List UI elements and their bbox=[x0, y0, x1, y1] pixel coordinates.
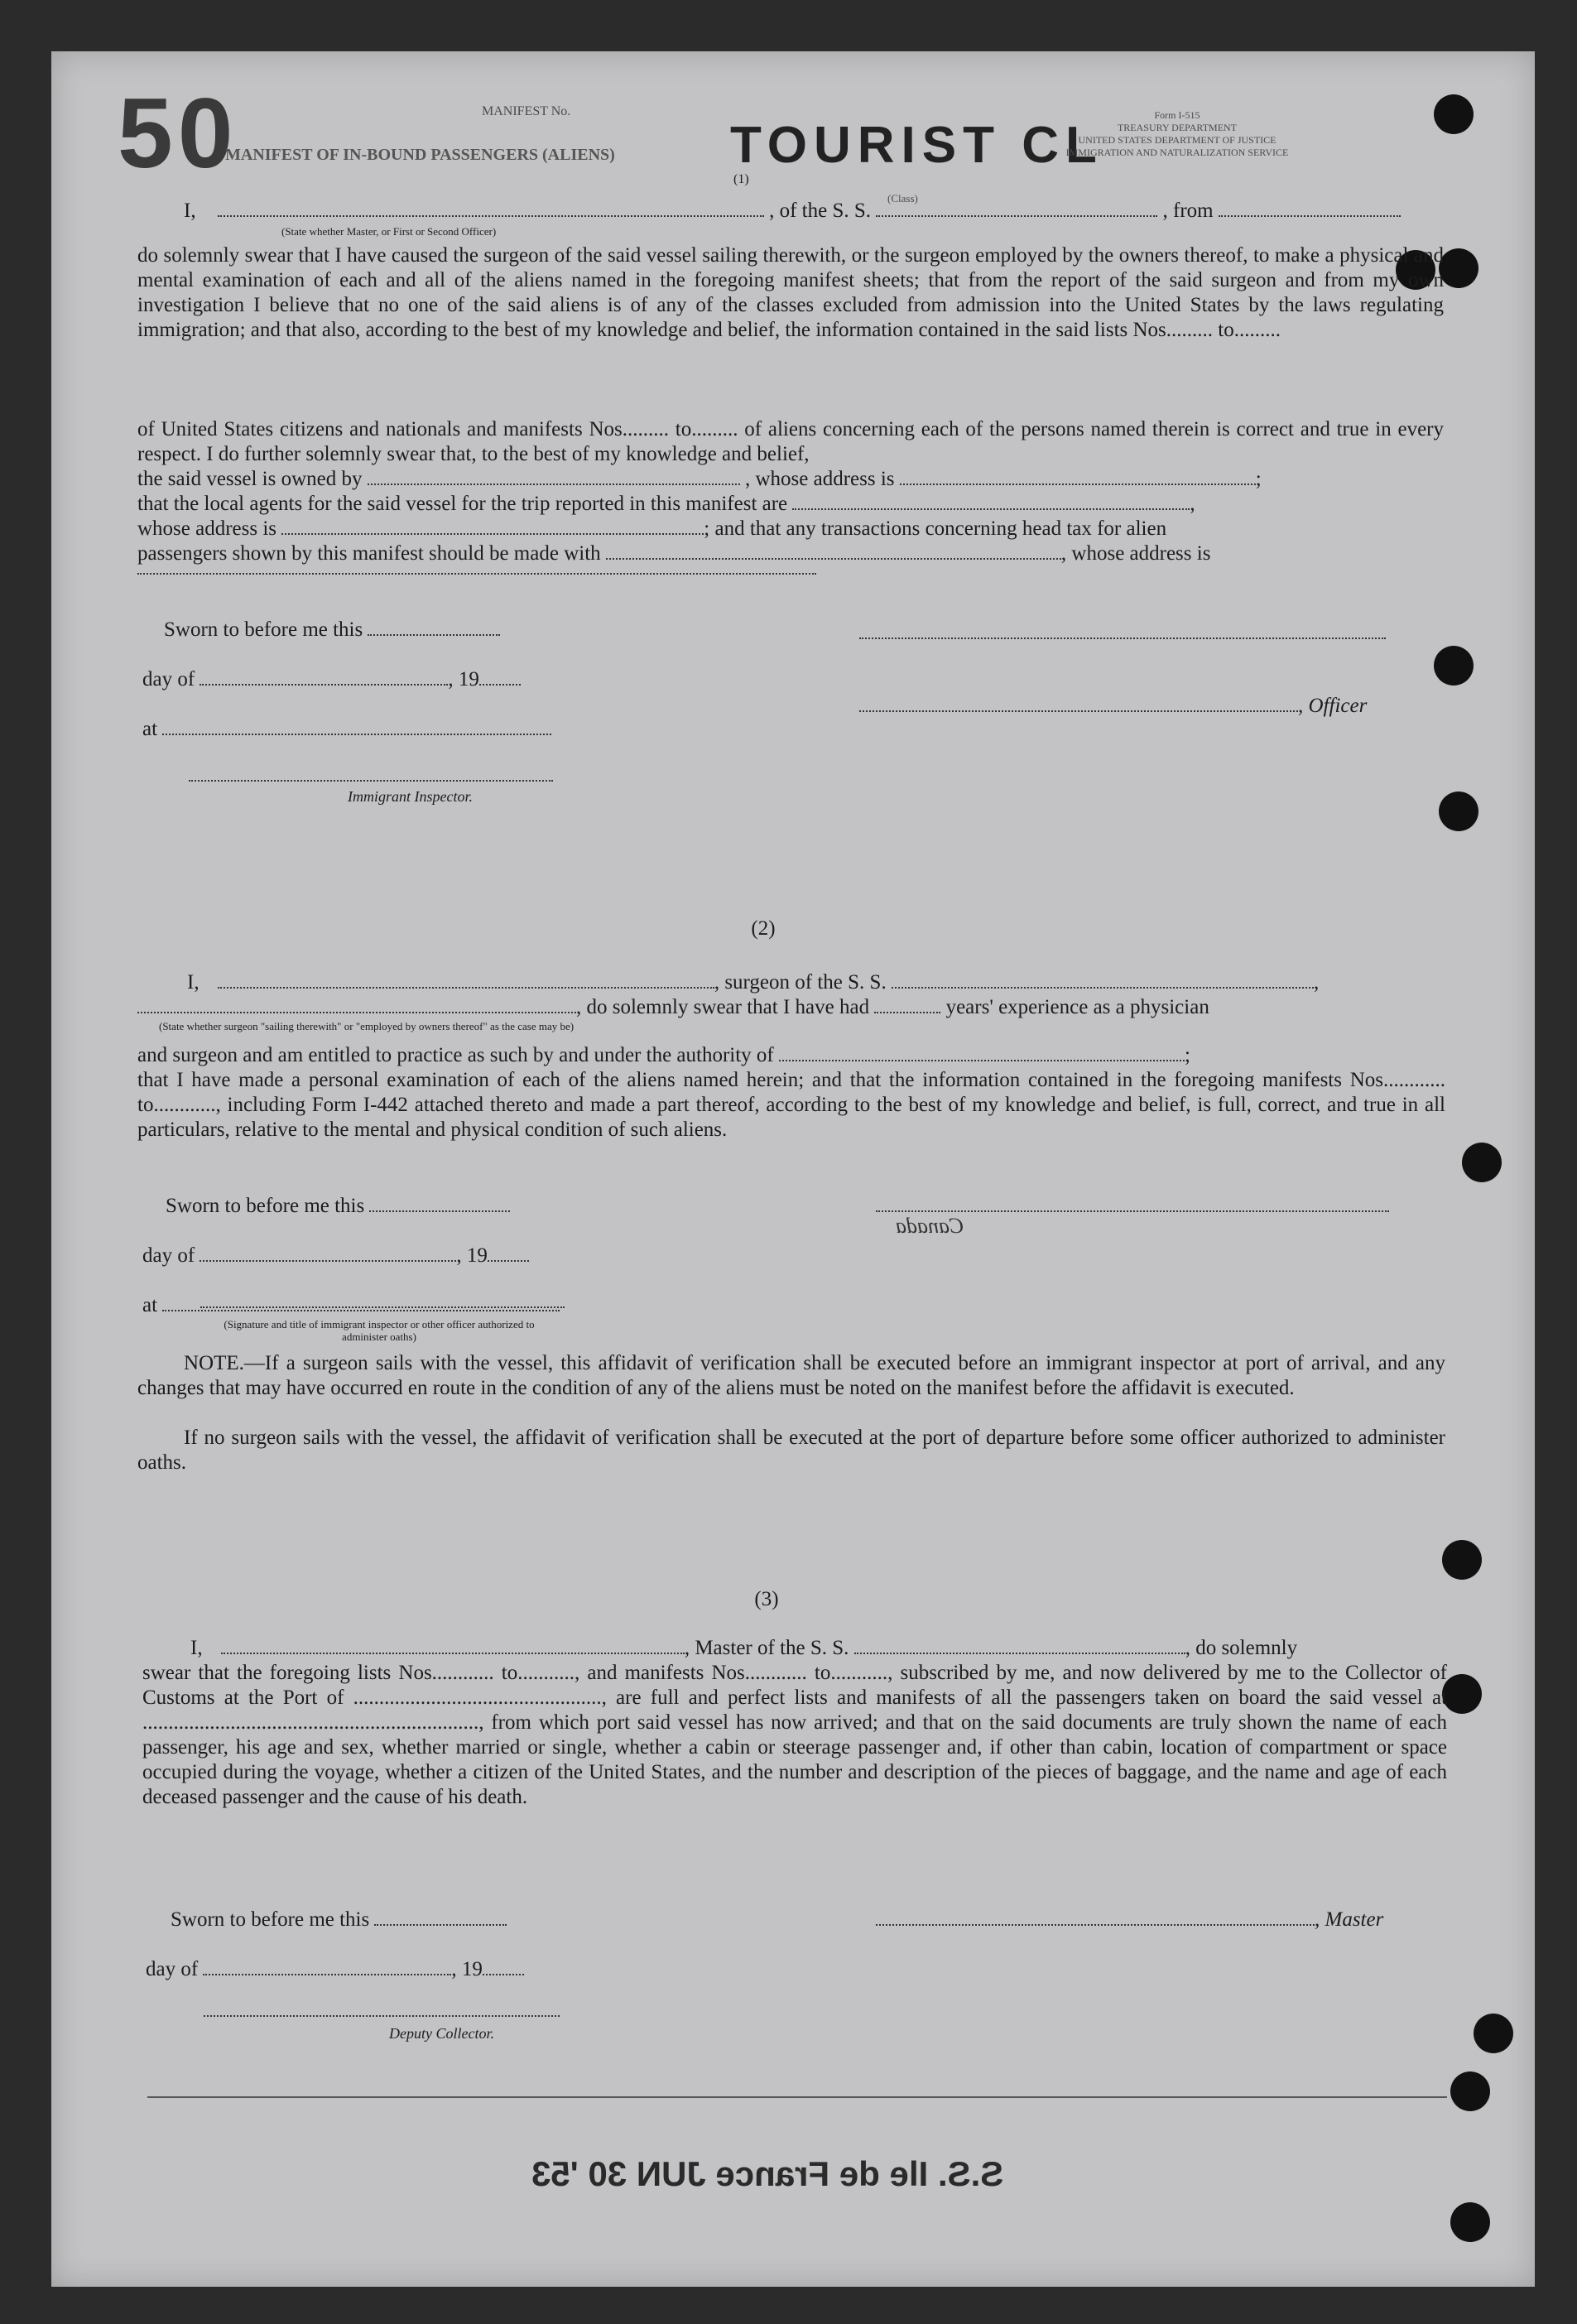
bottom-rule bbox=[147, 2096, 1447, 2098]
punch-hole bbox=[1474, 2014, 1513, 2053]
day-field[interactable] bbox=[203, 1957, 451, 1975]
from-field[interactable] bbox=[1219, 199, 1401, 217]
sworn-date-field[interactable] bbox=[374, 1908, 507, 1926]
text-experience: years' experience as a physician bbox=[945, 996, 1209, 1018]
text-master: , Master bbox=[1315, 1908, 1384, 1931]
at-line-2 bbox=[142, 1293, 560, 1318]
authority-line: and surgeon and am entitled to practice as such by and under the authority of ; bbox=[137, 1044, 1190, 1066]
section1-body2: of United States citizens and nationals and manifests Nos......... to......... of aliens concerning each of the persons named therein is correct and true in every respect. I do further solemnly swear that, to the best of my knowledge and belief, bbox=[137, 418, 1444, 465]
deputy-signature-line[interactable] bbox=[204, 2015, 560, 2017]
section3-line1 bbox=[190, 1636, 1449, 1661]
text-sworn: Sworn to before me this bbox=[164, 618, 363, 641]
text-day-of: day of bbox=[146, 1958, 199, 1980]
text-whose-address-is: whose address is bbox=[137, 517, 277, 540]
text-i: I, bbox=[187, 971, 200, 994]
officer-field[interactable] bbox=[218, 199, 764, 217]
form-caption: MANIFEST OF IN-BOUND PASSENGERS (ALIENS) bbox=[225, 146, 615, 164]
section-number-1: (1) bbox=[733, 172, 749, 186]
arrival-stamp-text: S.S. Ile de France JUN 30 '53 bbox=[531, 2154, 1004, 2193]
head-tax-line bbox=[137, 517, 1444, 541]
address-continuation-line[interactable] bbox=[137, 573, 816, 575]
text-authority: and surgeon and am entitled to practice as such by and under the authority of bbox=[137, 1044, 774, 1066]
text-owned-by: the said vessel is owned by bbox=[137, 468, 363, 490]
large-number: 50 bbox=[118, 78, 238, 189]
handwritten-text: Canada bbox=[896, 1214, 964, 1238]
text-master-of: , Master of the S. S. bbox=[684, 1637, 849, 1659]
text-head-tax: ; and that any transactions concerning head tax for alien bbox=[704, 517, 1167, 540]
text-i: I, bbox=[184, 200, 196, 222]
punch-hole bbox=[1434, 94, 1474, 134]
note-label: NOTE. bbox=[184, 1352, 244, 1374]
punch-hole bbox=[1442, 1674, 1482, 1714]
agents-field[interactable] bbox=[792, 492, 1190, 510]
text-at: at bbox=[142, 1294, 158, 1316]
text-local-agents: that the local agents for the said vessel for the trip reported in this manifest are bbox=[137, 493, 788, 515]
class-label: (Class) bbox=[887, 192, 918, 204]
master-signature-field[interactable] bbox=[876, 1908, 1315, 1926]
officer-signature-line[interactable] bbox=[859, 638, 1386, 639]
year-field[interactable] bbox=[483, 1957, 524, 1975]
owner-field[interactable] bbox=[368, 467, 740, 485]
agents-address-field[interactable] bbox=[281, 517, 704, 535]
handwritten-country bbox=[896, 1214, 964, 1239]
punch-hole bbox=[1462, 1143, 1502, 1182]
inspector-signature-line-2[interactable] bbox=[200, 1306, 565, 1308]
owner-address-field[interactable] bbox=[900, 467, 1256, 485]
section-number-3: (3) bbox=[754, 1588, 779, 1610]
day-field[interactable] bbox=[200, 667, 448, 686]
punch-hole bbox=[1442, 1540, 1482, 1580]
section3-body: swear that the foregoing lists Nos............ to..........., and manifests Nos............ to..........., subscribed by me, and now delivered by me to the Collector of Customs at the Port of ................................................, are full and perfect lists and manifests of all the passengers taken on board the said vessel at ................................................................., from which port said vessel has now arrived; and that on the said documents are truly shown the name of each passenger, his age and sex, whether married or single, whether a cabin or steerage passenger and, if other than cabin, location of compartment or space occupied during the voyage, whether a citizen of the United States, and the number and description of the pieces of baggage, and the name and age of each deceased passenger and the cause of his death. bbox=[142, 1662, 1447, 1808]
owned-by-line: the said vessel is owned by , whose address is ; bbox=[137, 468, 1262, 490]
passengers-line bbox=[137, 541, 1444, 566]
text-officer: , Officer bbox=[1298, 695, 1368, 717]
text-from: , from bbox=[1162, 200, 1214, 222]
text-of-ss: , of the S. S. bbox=[769, 200, 872, 222]
surgeon-name-field[interactable] bbox=[218, 970, 714, 989]
officer-caption: (State whether Master, or First or Second Officer) bbox=[281, 225, 497, 238]
sworn-line-1 bbox=[164, 618, 500, 642]
master-line bbox=[876, 1908, 1383, 1932]
master-vessel-field[interactable] bbox=[854, 1636, 1185, 1654]
day-of-line-3 bbox=[146, 1957, 524, 1982]
sworn-date-field[interactable] bbox=[368, 618, 500, 636]
text-sworn: Sworn to before me this bbox=[166, 1195, 365, 1217]
inspector-signature-line[interactable] bbox=[189, 780, 553, 782]
note-text: —If a surgeon sails with the vessel, this affidavit of verification shall be executed before an immigrant inspector at port of arrival, and any changes that may have occurred en route in the condition of any of the aliens must be noted on the manifest before the affidavit is executed. bbox=[137, 1352, 1445, 1399]
officer-line bbox=[859, 694, 1367, 719]
years-field[interactable] bbox=[874, 995, 940, 1013]
sworn-line-3 bbox=[171, 1908, 507, 1932]
text-at: at bbox=[142, 718, 158, 740]
manifest-sheet bbox=[51, 51, 1535, 2287]
note-paragraph bbox=[137, 1351, 1445, 1401]
surgeon-caption: (State whether surgeon "sailing therewith" or "employed by owners thereof" as the case may be) bbox=[159, 1020, 575, 1032]
inspector-caption: Immigrant Inspector. bbox=[348, 788, 473, 805]
punch-hole bbox=[1434, 646, 1474, 686]
punch-hole bbox=[1439, 248, 1478, 288]
text-do-solemnly: , do solemnly bbox=[1185, 1637, 1298, 1659]
text-surgeon-of: , surgeon of the S. S. bbox=[714, 971, 887, 994]
sworn-line-2 bbox=[166, 1194, 510, 1219]
day-field[interactable] bbox=[200, 1244, 456, 1262]
section2-line1: I, , surgeon of the S. S. , bbox=[187, 971, 1320, 994]
day-of-line-2 bbox=[142, 1244, 529, 1268]
text-whose-address-end: , whose address is bbox=[1060, 542, 1211, 565]
text-day-of: day of bbox=[142, 668, 195, 690]
text-swear: , do solemnly swear that I have had bbox=[576, 996, 870, 1018]
master-name-field[interactable] bbox=[221, 1636, 685, 1654]
text-passengers: passengers shown by this manifest should be made with bbox=[137, 542, 601, 565]
surgeon-signature-line[interactable] bbox=[876, 1210, 1389, 1212]
punch-hole bbox=[1439, 792, 1478, 831]
text-sworn: Sworn to before me this bbox=[171, 1908, 370, 1931]
text-i: I, bbox=[190, 1637, 203, 1659]
arrival-stamp bbox=[531, 2154, 1003, 2194]
vessel-field[interactable] bbox=[876, 199, 1157, 217]
head-tax-contact-field[interactable] bbox=[606, 541, 1061, 560]
at-field[interactable] bbox=[162, 717, 551, 735]
at-field[interactable] bbox=[162, 1293, 560, 1311]
punch-hole bbox=[1450, 2071, 1490, 2111]
at-line-1 bbox=[142, 717, 551, 742]
section1-line1 bbox=[184, 199, 1442, 224]
local-agents-line: that the local agents for the said vessel for the trip reported in this manifest are , bbox=[137, 493, 1195, 515]
text-year: , 19 bbox=[456, 1244, 488, 1267]
year-field[interactable] bbox=[488, 1244, 529, 1262]
tourist-class-stamp: TOURIST CL bbox=[730, 117, 1103, 174]
punch-hole bbox=[1450, 2202, 1490, 2242]
section2-line2 bbox=[137, 995, 1445, 1020]
note-paragraph-2: If no surgeon sails with the vessel, the affidavit of verification shall be executed at the port of departure before some officer authorized to administer oaths. bbox=[137, 1427, 1445, 1474]
officer-title-field[interactable] bbox=[859, 694, 1298, 712]
section2-body: that I have made a personal examination of each of the aliens named herein; and that the information contained in the foregoing manifests Nos............ to............, including Form I-442 attached thereto and made a part thereof, according to the best of my knowledge and belief, is full, correct, and true in all particulars, relative to the mental and physical condition of such aliens. bbox=[137, 1069, 1445, 1141]
signature-caption: (Signature and title of immigrant inspector or other officer authorized to administer oaths) bbox=[224, 1318, 535, 1343]
section1-body: do solemnly swear that I have caused the surgeon of the said vessel sailing therewith, or the surgeon employed by the owners thereof, to make a physical and mental examination of each and all of the aliens named in the foregoing manifest sheets; that from the report of the said surgeon and from my own investigation I believe that no one of the said aliens is of any of the classes excluded from admission into the United States by the laws regulating immigration; and that also, according to the best of my knowledge and belief, the information contained in the said lists Nos......... to......... bbox=[137, 244, 1444, 341]
form-block: Form I-515 TREASURY DEPARTMENT UNITED STATES DEPARTMENT OF JUSTICE IMMIGRATION AND NATURALIZATION SERVICE bbox=[1065, 109, 1289, 158]
text-day-of: day of bbox=[142, 1244, 195, 1267]
day-of-line-1 bbox=[142, 667, 521, 692]
deputy-caption: Deputy Collector. bbox=[389, 2025, 494, 2042]
year-field[interactable] bbox=[479, 667, 521, 686]
surgeon-type-field[interactable] bbox=[137, 995, 576, 1013]
section-number-2: (2) bbox=[751, 917, 776, 940]
text-year: , 19 bbox=[451, 1958, 483, 1980]
surgeon-vessel-field[interactable] bbox=[892, 970, 1314, 989]
sworn-date-field[interactable] bbox=[369, 1194, 510, 1212]
authority-field[interactable] bbox=[779, 1043, 1185, 1061]
text-whose-address: , whose address is bbox=[744, 468, 895, 490]
text-year: , 19 bbox=[448, 668, 479, 690]
manifest-number-label: MANIFEST No. bbox=[482, 104, 571, 118]
